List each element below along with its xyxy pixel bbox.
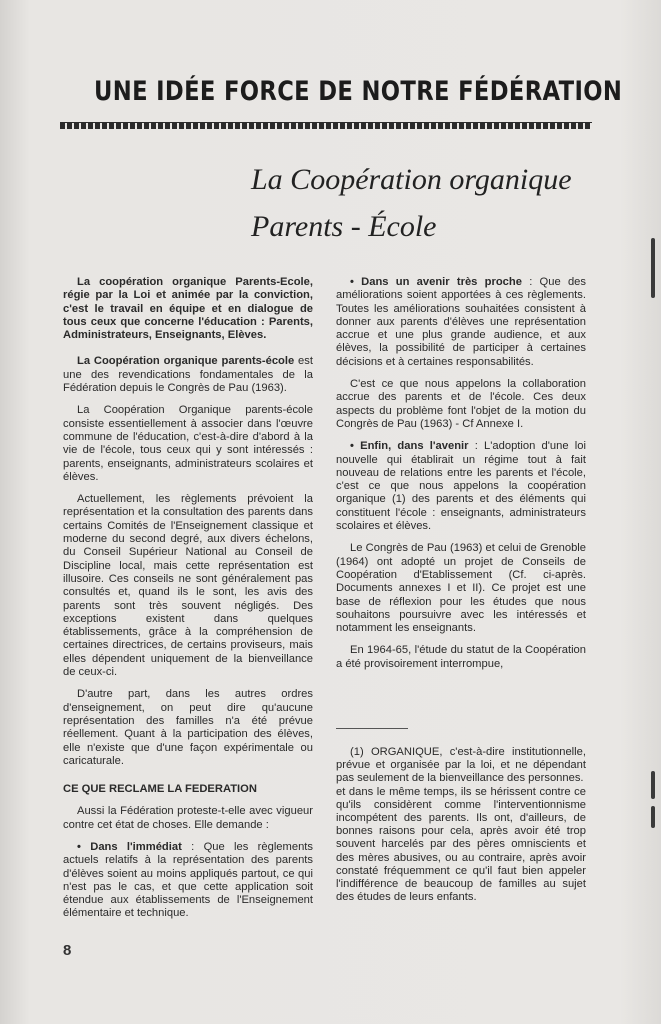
paragraph: En 1964-65, l'étude du statut de la Coopération a été provisoirement interrompue, (336, 644, 586, 670)
article-title-line-1: La Coopération organique (251, 163, 572, 196)
paragraph-text: : L'adoption d'une loi nouvelle qui établirait un régime tout à fait nouveau de relations entre les parents et l'école, c'est ce que nous appelons la coopération organique (1) des parents et des éléments qui constituent l'école : enseignants, administrateurs scolaires et élèves. (336, 440, 586, 533)
footnote (336, 746, 586, 904)
right-column (336, 276, 586, 680)
paragraph-bold-lead: • Dans l'immédiat (77, 840, 182, 853)
binding-mark (651, 771, 655, 799)
paragraph: Le Congrès de Pau (1963) et celui de Grenoble (1964) ont adopté un projet de Conseils de Coopération d'Etablissement (Cf. ci-après. Documents annexes I et II). Ce projet est une base de réflexion pour les études que nous souhaitons poursuivre avec les intéressés et notamment les enseignants. (336, 542, 586, 635)
paragraph (63, 355, 313, 395)
paragraph (336, 440, 586, 533)
paragraph-text: : Que des améliorations soient apportées à ces règlements. Toutes les améliorations souhaitées consistent à donner aux parents d'élèves une représentation accrue et une plus grande audience, et aux élèves, la possibilité de participer à certaines décisions et à certaines responsabilités. (336, 276, 586, 368)
lead-paragraph: La coopération organique Parents-Ecole, régie par la Loi et animée par la conviction, c'est le travail en équipe et en dialogue de tous ceux que concerne l'éducation : Parents, Administrateurs, Enseignants, Elèves. (63, 276, 313, 342)
footnote-text: (1) ORGANIQUE, c'est-à-dire institutionnelle, prévue et organisée par la loi, et ne dépendant pas seulement de la bienveillance des personnes. (336, 746, 586, 785)
article-title-line-2: Parents - École (251, 210, 437, 243)
paragraph: La Coopération Organique parents-école consiste essentiellement à associer dans l'œuvre commune de l'éducation, c'est-à-dire d'abord à la vie de l'école, tous ceux qui y sont intéressés : parents, enseignants, administrateurs scolaires et élèves. (63, 404, 313, 483)
section-heading: CE QUE RECLAME LA FEDERATION (63, 783, 257, 796)
left-column (63, 276, 313, 930)
paragraph-bold-lead: La Coopération organique parents-école (77, 355, 295, 368)
paragraph-bold-lead: • Dans un avenir très proche (350, 276, 522, 288)
paragraph (336, 276, 586, 369)
binding-mark (651, 238, 655, 298)
paragraph-text: est une des revendications fondamentales de la Fédération depuis le Congrès de Pau (1963). (63, 355, 313, 395)
paragraph (63, 841, 313, 921)
paragraph: Aussi la Fédération proteste-t-elle avec vigueur contre cet état de choses. Elle demande : (63, 805, 313, 831)
banner-heading: UNE IDÉE FORCE DE NOTRE FÉDÉRATION (94, 76, 623, 107)
paragraph: D'autre part, dans les autres ordres d'enseignement, on peut dire qu'aucune représentation des familles n'a été prévue réellement. Quant à la participation des élèves, elle n'existe que d'une façon expérimentale ou caricaturale. (63, 688, 313, 767)
binding-mark (651, 806, 655, 828)
page-number: 8 (63, 942, 72, 959)
paragraph-text: : Que les règlements actuels relatifs à la représentation des parents d'élèves soient au moins appliqués partout, ce qui n'est pas le cas, et que cette application soit étendue aux établissements de l'Enseignement élémentaire et technique. (63, 840, 313, 920)
banner-divider (60, 122, 592, 129)
continued-text: et dans le même temps, ils se hérissent contre ce qu'ils considèrent comme l'interventionnisme incompétent des parents. Ils ont, d'ailleurs, de bonnes raisons pour cela, après avoir été trop souvent harcelés par des pères omniscients et des mères abusives, ou au contraire, après avoir constaté fréquemment ce qu'il faut bien appeler l'indifférence de beaucoup de familles au sujet des études de leurs enfants. (336, 785, 586, 904)
paragraph-bold-lead: • Enfin, dans l'avenir (350, 440, 469, 453)
paragraph: Actuellement, les règlements prévoient la représentation et la consultation des parents dans certains Comités de l'Enseignement classique et moderne du second degré, aux divers échelons, du Conseil Supérieur National au Conseil de Discipline local, mais cette représentation est illusoire. Ces conseils ne sont généralement pas consultés et, quand ils le sont, les avis des parents sont très souvent négligés. Des exceptions existent dans quelques établissements, grâce à la compréhension de certaines directrices, de certains proviseurs, mais elles dépendent uniquement de la bienveillance de ceux-ci. (63, 493, 313, 679)
footnote-divider (336, 728, 408, 729)
paragraph: C'est ce que nous appelons la collaboration accrue des parents et de l'école. Ces deux aspects du problème font l'objet de la motion du Congrès de Pau (1963) - Cf Annexe I. (336, 378, 586, 430)
